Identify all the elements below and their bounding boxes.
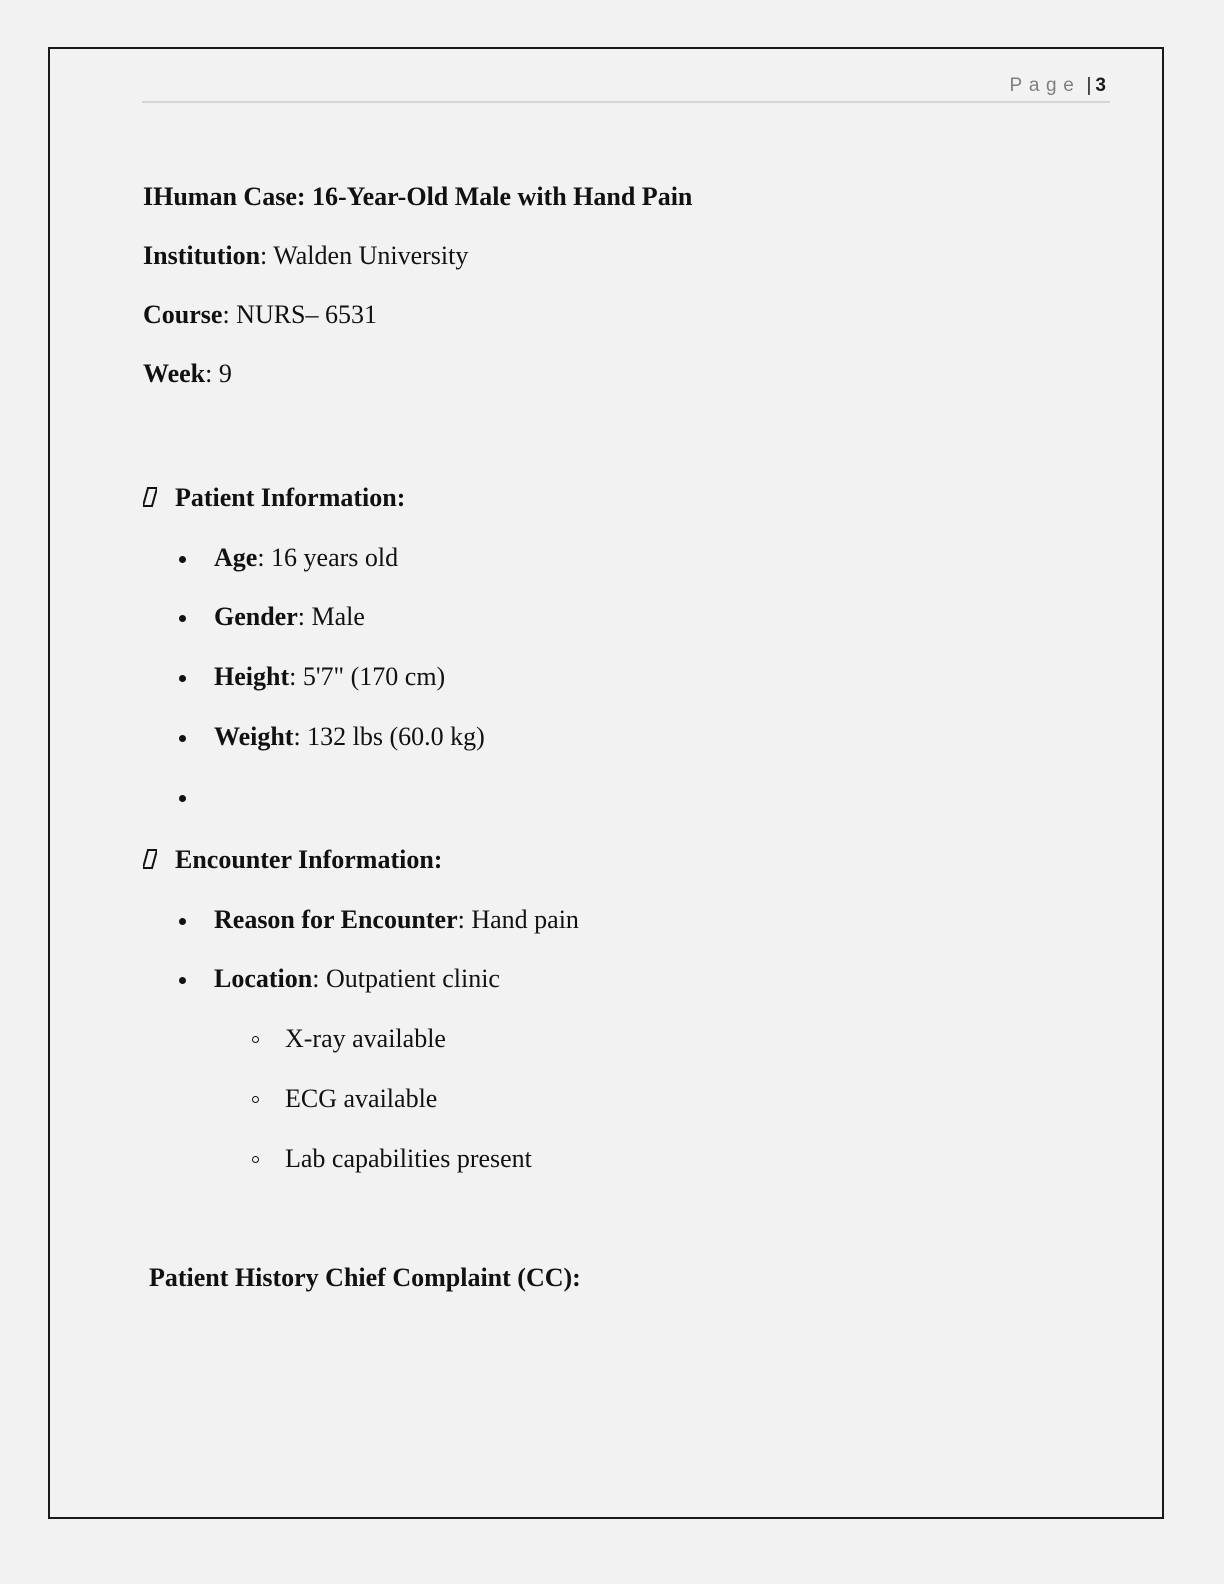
meta-label: Course bbox=[143, 300, 223, 329]
arrow-bullet-icon bbox=[143, 487, 157, 507]
meta-value: : Walden University bbox=[260, 241, 469, 270]
item-label: Location bbox=[214, 964, 313, 993]
meta-institution bbox=[143, 241, 468, 271]
item-label: Gender bbox=[214, 602, 298, 631]
circle-bullet-icon bbox=[252, 1096, 259, 1103]
page-number: 3 bbox=[1095, 75, 1106, 96]
meta-course bbox=[143, 300, 377, 330]
item-value: : 16 years old bbox=[257, 543, 399, 572]
section-encounter-information bbox=[143, 845, 442, 875]
bullet-dot bbox=[179, 615, 186, 622]
section-heading: Patient Information: bbox=[175, 483, 406, 512]
bullet-dot bbox=[179, 795, 186, 802]
page-separator: | bbox=[1086, 75, 1092, 96]
meta-label: Institution bbox=[143, 241, 261, 270]
item-value: : Male bbox=[297, 602, 365, 631]
section-patient-information bbox=[143, 483, 405, 513]
bullet-dot bbox=[179, 675, 186, 682]
bullet-dot bbox=[179, 918, 186, 925]
item-value: : Outpatient clinic bbox=[312, 964, 500, 993]
list-item-gender bbox=[214, 602, 365, 632]
arrow-bullet-icon bbox=[143, 849, 157, 869]
document-title: IHuman Case: 16-Year-Old Male with Hand Pain bbox=[143, 182, 693, 211]
section-heading: Encounter Information: bbox=[175, 845, 443, 874]
item-label: Height bbox=[214, 662, 290, 691]
sub-list-item: X-ray available bbox=[285, 1024, 446, 1054]
list-item-weight bbox=[214, 722, 485, 752]
bullet-dot bbox=[179, 556, 186, 563]
circle-bullet-icon bbox=[252, 1036, 259, 1043]
bullet-dot bbox=[179, 735, 186, 742]
item-label: Reason for Encounter bbox=[214, 905, 458, 934]
meta-label: Week bbox=[143, 359, 206, 388]
meta-value: : 9 bbox=[205, 359, 232, 388]
sub-list-item: ECG available bbox=[285, 1084, 437, 1114]
meta-week bbox=[143, 359, 232, 389]
sub-list-item: Lab capabilities present bbox=[285, 1144, 532, 1174]
list-item-height bbox=[214, 662, 445, 692]
item-label: Weight bbox=[214, 722, 294, 751]
page-number-label bbox=[1010, 75, 1107, 97]
item-label: Age bbox=[214, 543, 258, 572]
item-value: : 132 lbs (60.0 kg) bbox=[293, 722, 485, 751]
list-item-age bbox=[214, 543, 398, 573]
list-item-location bbox=[214, 964, 500, 994]
item-value: : Hand pain bbox=[457, 905, 579, 934]
meta-value: : NURS– 6531 bbox=[222, 300, 378, 329]
page-word: Page bbox=[1009, 75, 1081, 96]
circle-bullet-icon bbox=[252, 1156, 259, 1163]
item-value: : 5'7" (170 cm) bbox=[289, 662, 446, 691]
bullet-dot bbox=[179, 977, 186, 984]
page-header bbox=[142, 73, 1110, 103]
history-heading: Patient History Chief Complaint (CC): bbox=[149, 1263, 581, 1292]
list-item-reason bbox=[214, 905, 579, 935]
